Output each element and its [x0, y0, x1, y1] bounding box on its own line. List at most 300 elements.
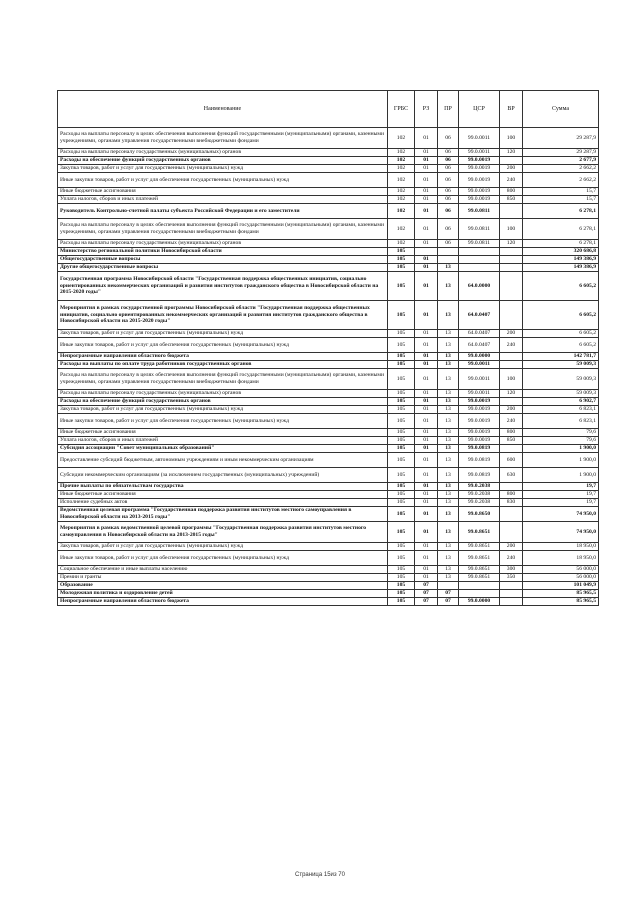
cell-pr: 13 — [438, 468, 459, 483]
table-row — [58, 468, 599, 483]
cell-sum: 59 009,3 — [523, 369, 599, 390]
cell-name: Иные бюджетные ассигнования — [58, 491, 388, 499]
cell-name: Закупка товаров, работ и услуг для государственных (муниципальных) нужд — [58, 406, 388, 414]
cell-pr — [438, 582, 459, 590]
cell-name: Расходы на выплаты по оплате труда работников государственных органов — [58, 361, 388, 369]
cell-grbs: 105 — [388, 566, 415, 574]
cell-grbs: 105 — [388, 406, 415, 414]
cell-rz: 01 — [415, 301, 438, 330]
cell-pr: 13 — [438, 414, 459, 429]
cell-grbs: 105 — [388, 272, 415, 301]
cell-pr: 06 — [438, 157, 459, 165]
cell-csr: 99.0.0811 — [459, 219, 500, 240]
table-row — [58, 507, 599, 522]
budget-table-wrap — [57, 90, 598, 606]
cell-rz: 01 — [415, 173, 438, 188]
cell-name: Закупка товаров, работ и услуг для государственных (муниципальных) нужд — [58, 330, 388, 338]
table-row — [58, 338, 599, 353]
cell-name: Руководитель Контрольно-счетной палаты субъекта Российской Федерации и его заместители — [58, 204, 388, 219]
cell-rz: 01 — [415, 353, 438, 361]
cell-pr: 06 — [438, 240, 459, 248]
cell-vr — [500, 522, 523, 543]
table-row — [58, 598, 599, 606]
cell-name: Министерство региональной политики Новосибирской области — [58, 248, 388, 256]
header-pr: ПР — [438, 91, 459, 128]
table-row — [58, 149, 599, 157]
cell-grbs: 102 — [388, 128, 415, 149]
cell-pr: 13 — [438, 390, 459, 398]
cell-sum: 6 605,2 — [523, 272, 599, 301]
budget-table — [57, 90, 599, 606]
cell-csr: 99.0.0019 — [459, 437, 500, 445]
cell-sum: 2 662,2 — [523, 165, 599, 173]
cell-pr: 13 — [438, 398, 459, 406]
cell-csr: 64.0.0407 — [459, 301, 500, 330]
cell-csr — [459, 582, 500, 590]
cell-vr: 240 — [500, 551, 523, 566]
cell-rz: 01 — [415, 414, 438, 429]
cell-vr: 100 — [500, 369, 523, 390]
cell-sum: 15,7 — [523, 196, 599, 204]
cell-pr: 06 — [438, 128, 459, 149]
cell-pr: 13 — [438, 264, 459, 272]
cell-vr: 120 — [500, 149, 523, 157]
table-row — [58, 582, 599, 590]
cell-name: Расходы на обеспечение функций государственных органов — [58, 157, 388, 165]
cell-rz — [415, 248, 438, 256]
cell-grbs: 102 — [388, 219, 415, 240]
cell-grbs: 105 — [388, 598, 415, 606]
cell-rz: 07 — [415, 582, 438, 590]
cell-rz: 01 — [415, 240, 438, 248]
table-row — [58, 574, 599, 582]
cell-sum: 18 950,0 — [523, 551, 599, 566]
cell-pr: 13 — [438, 272, 459, 301]
cell-sum: 19,7 — [523, 491, 599, 499]
cell-pr: 13 — [438, 543, 459, 551]
cell-csr: 99.0.0811 — [459, 240, 500, 248]
cell-csr: 64.0.0407 — [459, 330, 500, 338]
table-row — [58, 219, 599, 240]
cell-vr: 630 — [500, 468, 523, 483]
cell-vr: 600 — [500, 453, 523, 468]
cell-grbs: 105 — [388, 429, 415, 437]
cell-name: Субсидия ассоциации "Совет муниципальных образований" — [58, 445, 388, 453]
cell-grbs: 105 — [388, 256, 415, 264]
cell-grbs: 105 — [388, 414, 415, 429]
cell-csr: 99.0.8651 — [459, 574, 500, 582]
cell-csr: 99.0.0019 — [459, 173, 500, 188]
cell-csr: 64.0.0000 — [459, 272, 500, 301]
cell-name: Ведомственная целевая программа "Государственная поддержка развития институтов местного самоуправления в Новосибирской области на 2013-2015 годы" — [58, 507, 388, 522]
cell-pr: 13 — [438, 499, 459, 507]
cell-sum: 6 605,2 — [523, 301, 599, 330]
cell-grbs: 105 — [388, 483, 415, 491]
table-row — [58, 483, 599, 491]
cell-name: Другие общегосударственные вопросы — [58, 264, 388, 272]
cell-pr: 13 — [438, 483, 459, 491]
cell-name: Иные закупки товаров, работ и услуг для обеспечения государственных (муниципальных) нужд — [58, 414, 388, 429]
cell-sum: 59 009,3 — [523, 390, 599, 398]
cell-name: Государственная программа Новосибирской области "Государственная поддержка общественных инициатив, социально ориентированных некоммерческих организаций и развития институтов гражданского общества в Новосибирской области на 2015-2020 годы" — [58, 272, 388, 301]
cell-pr: 13 — [438, 361, 459, 369]
cell-pr: 06 — [438, 196, 459, 204]
cell-name: Непрограммные направления областного бюджета — [58, 598, 388, 606]
table-row — [58, 437, 599, 445]
cell-rz: 01 — [415, 149, 438, 157]
cell-vr — [500, 301, 523, 330]
cell-rz: 01 — [415, 256, 438, 264]
cell-vr: 800 — [500, 491, 523, 499]
cell-name: Закупка товаров, работ и услуг для государственных (муниципальных) нужд — [58, 165, 388, 173]
cell-rz: 01 — [415, 566, 438, 574]
cell-name: Уплата налогов, сборов и иных платежей — [58, 437, 388, 445]
cell-csr: 99.0.0811 — [459, 204, 500, 219]
cell-grbs: 105 — [388, 248, 415, 256]
cell-grbs: 105 — [388, 264, 415, 272]
cell-grbs: 102 — [388, 188, 415, 196]
cell-pr: 13 — [438, 566, 459, 574]
cell-pr: 13 — [438, 491, 459, 499]
cell-grbs: 105 — [388, 491, 415, 499]
cell-csr: 99.0.0019 — [459, 165, 500, 173]
cell-sum: 74 950,0 — [523, 507, 599, 522]
cell-pr: 13 — [438, 453, 459, 468]
cell-csr: 99.0.2038 — [459, 483, 500, 491]
cell-csr: 99.0.0019 — [459, 398, 500, 406]
cell-grbs: 105 — [388, 590, 415, 598]
cell-pr: 13 — [438, 522, 459, 543]
cell-sum: 29 287,9 — [523, 128, 599, 149]
table-row — [58, 157, 599, 165]
cell-rz: 01 — [415, 507, 438, 522]
cell-sum: 85 965,5 — [523, 598, 599, 606]
cell-name: Мероприятия в рамках ведомственной целевой программы "Государственная поддержка развития институтов местного самоуправления в Новосибирской области на 2013-2015 годы" — [58, 522, 388, 543]
cell-grbs: 105 — [388, 507, 415, 522]
cell-sum: 2 662,2 — [523, 173, 599, 188]
cell-sum: 142 781,7 — [523, 353, 599, 361]
table-row — [58, 398, 599, 406]
cell-pr — [438, 248, 459, 256]
cell-sum: 15,7 — [523, 188, 599, 196]
table-row — [58, 590, 599, 598]
cell-rz: 01 — [415, 196, 438, 204]
cell-csr: 99.0.8651 — [459, 551, 500, 566]
cell-name: Молодежная политика и оздоровление детей — [58, 590, 388, 598]
cell-sum: 1 900,0 — [523, 453, 599, 468]
table-row — [58, 491, 599, 499]
cell-csr: 99.0.0019 — [459, 188, 500, 196]
cell-csr: 99.0.0819 — [459, 453, 500, 468]
cell-grbs: 105 — [388, 390, 415, 398]
table-row — [58, 188, 599, 196]
cell-pr: 06 — [438, 165, 459, 173]
cell-sum: 18 950,0 — [523, 543, 599, 551]
cell-csr: 99.0.8650 — [459, 507, 500, 522]
cell-rz: 01 — [415, 361, 438, 369]
cell-grbs: 105 — [388, 445, 415, 453]
table-row — [58, 301, 599, 330]
cell-csr: 99.0.0019 — [459, 429, 500, 437]
table-row — [58, 361, 599, 369]
cell-csr — [459, 256, 500, 264]
cell-grbs: 102 — [388, 173, 415, 188]
cell-vr — [500, 248, 523, 256]
cell-pr: 06 — [438, 188, 459, 196]
cell-sum: 6 823,1 — [523, 406, 599, 414]
cell-vr — [500, 272, 523, 301]
cell-name: Расходы на выплаты персоналу государственных (муниципальных) органов — [58, 390, 388, 398]
cell-sum: 56 000,0 — [523, 574, 599, 582]
header-sum: Сумма — [523, 91, 599, 128]
cell-vr: 850 — [500, 437, 523, 445]
cell-vr: 240 — [500, 173, 523, 188]
header-grbs: ГРБС — [388, 91, 415, 128]
cell-sum: 29 287,9 — [523, 149, 599, 157]
cell-sum: 6 278,1 — [523, 219, 599, 240]
cell-name: Расходы на выплаты персоналу государственных (муниципальных) органов — [58, 240, 388, 248]
table-row — [58, 522, 599, 543]
cell-grbs: 105 — [388, 499, 415, 507]
cell-csr — [459, 248, 500, 256]
cell-name: Закупка товаров, работ и услуг для государственных (муниципальных) нужд — [58, 543, 388, 551]
cell-csr: 99.0.0011 — [459, 128, 500, 149]
cell-vr — [500, 204, 523, 219]
cell-name: Социальное обеспечение и иные выплаты населению — [58, 566, 388, 574]
header-name: Наименование — [58, 91, 388, 128]
cell-sum: 6 902,7 — [523, 398, 599, 406]
cell-rz: 07 — [415, 598, 438, 606]
cell-csr: 99.0.0019 — [459, 406, 500, 414]
table-row — [58, 566, 599, 574]
cell-rz: 01 — [415, 483, 438, 491]
cell-rz: 07 — [415, 590, 438, 598]
cell-vr: 100 — [500, 219, 523, 240]
cell-name: Иные бюджетные ассигнования — [58, 429, 388, 437]
table-row — [58, 499, 599, 507]
cell-vr: 800 — [500, 188, 523, 196]
cell-name: Уплата налогов, сборов и иных платежей — [58, 196, 388, 204]
cell-sum: 59 009,3 — [523, 361, 599, 369]
cell-grbs: 105 — [388, 453, 415, 468]
cell-pr: 13 — [438, 330, 459, 338]
cell-vr: 200 — [500, 543, 523, 551]
cell-sum: 101 049,9 — [523, 582, 599, 590]
cell-csr: 99.0.8651 — [459, 566, 500, 574]
cell-sum: 79,6 — [523, 437, 599, 445]
cell-grbs: 105 — [388, 353, 415, 361]
cell-grbs: 102 — [388, 165, 415, 173]
cell-pr: 06 — [438, 204, 459, 219]
cell-vr — [500, 582, 523, 590]
cell-pr: 13 — [438, 369, 459, 390]
cell-csr: 99.0.2038 — [459, 491, 500, 499]
cell-grbs: 105 — [388, 338, 415, 353]
cell-vr: 200 — [500, 330, 523, 338]
cell-sum: 6 823,1 — [523, 414, 599, 429]
cell-grbs: 105 — [388, 361, 415, 369]
table-row — [58, 445, 599, 453]
cell-pr: 06 — [438, 173, 459, 188]
cell-vr: 100 — [500, 128, 523, 149]
cell-grbs: 105 — [388, 398, 415, 406]
cell-pr: 06 — [438, 219, 459, 240]
cell-vr — [500, 361, 523, 369]
cell-pr: 13 — [438, 406, 459, 414]
cell-csr: 99.0.0000 — [459, 353, 500, 361]
table-row — [58, 128, 599, 149]
cell-vr — [500, 590, 523, 598]
cell-vr — [500, 507, 523, 522]
table-header-row — [58, 91, 599, 128]
cell-name: Субсидии некоммерческим организациям (за исключением государственных (муниципальных) учреждений) — [58, 468, 388, 483]
cell-sum: 149 386,9 — [523, 256, 599, 264]
cell-sum: 19,7 — [523, 483, 599, 491]
cell-vr — [500, 157, 523, 165]
table-row — [58, 204, 599, 219]
cell-sum: 6 605,2 — [523, 338, 599, 353]
cell-rz: 01 — [415, 188, 438, 196]
cell-csr: 99.0.0011 — [459, 369, 500, 390]
cell-name: Расходы на выплаты персоналу в целях обеспечения выполнения функций государственными (муниципальными) органами, казенными учреждениями, органами управления государственными внебюджетными фондами — [58, 219, 388, 240]
cell-rz: 01 — [415, 551, 438, 566]
cell-vr: 120 — [500, 240, 523, 248]
cell-pr: 13 — [438, 507, 459, 522]
cell-vr: 350 — [500, 574, 523, 582]
cell-sum: 19,7 — [523, 499, 599, 507]
cell-sum: 74 950,0 — [523, 522, 599, 543]
cell-csr — [459, 264, 500, 272]
table-row — [58, 353, 599, 361]
cell-vr: 200 — [500, 406, 523, 414]
cell-name: Расходы на выплаты персоналу в целях обеспечения выполнения функций государственными (муниципальными) органами, казенными учреждениями, органами управления государственными внебюджетными фондами — [58, 369, 388, 390]
cell-vr — [500, 598, 523, 606]
cell-vr — [500, 398, 523, 406]
cell-vr: 240 — [500, 338, 523, 353]
cell-grbs: 105 — [388, 574, 415, 582]
cell-grbs: 102 — [388, 149, 415, 157]
table-row — [58, 406, 599, 414]
cell-rz: 01 — [415, 574, 438, 582]
cell-csr: 99.0.0011 — [459, 390, 500, 398]
cell-name: Иные закупки товаров, работ и услуг для обеспечения государственных (муниципальных) нужд — [58, 338, 388, 353]
cell-vr — [500, 264, 523, 272]
table-row — [58, 264, 599, 272]
cell-pr: 06 — [438, 149, 459, 157]
cell-pr: 13 — [438, 429, 459, 437]
cell-vr: 830 — [500, 499, 523, 507]
cell-grbs: 105 — [388, 369, 415, 390]
cell-grbs: 102 — [388, 196, 415, 204]
cell-vr — [500, 256, 523, 264]
cell-csr: 99.0.0019 — [459, 196, 500, 204]
table-row — [58, 414, 599, 429]
cell-rz: 01 — [415, 204, 438, 219]
cell-name: Иные закупки товаров, работ и услуг для обеспечения государственных (муниципальных) нужд — [58, 173, 388, 188]
cell-pr: 13 — [438, 353, 459, 361]
cell-name: Расходы на выплаты персоналу государственных (муниципальных) органов — [58, 149, 388, 157]
table-row — [58, 543, 599, 551]
cell-name: Образование — [58, 582, 388, 590]
table-row — [58, 551, 599, 566]
cell-pr: 13 — [438, 574, 459, 582]
cell-pr: 13 — [438, 551, 459, 566]
cell-rz: 01 — [415, 128, 438, 149]
table-row — [58, 173, 599, 188]
cell-vr — [500, 445, 523, 453]
cell-vr — [500, 353, 523, 361]
cell-grbs: 105 — [388, 582, 415, 590]
cell-csr: 99.0.8651 — [459, 543, 500, 551]
cell-rz: 01 — [415, 468, 438, 483]
cell-grbs: 102 — [388, 157, 415, 165]
cell-sum: 6 278,1 — [523, 240, 599, 248]
table-body — [58, 128, 599, 606]
cell-csr: 99.0.0019 — [459, 157, 500, 165]
cell-vr — [500, 483, 523, 491]
cell-name: Расходы на выплаты персоналу в целях обеспечения выполнения функций государственными (муниципальными) органами, казенными учреждениями, органами управления государственными внебюджетными фондами — [58, 128, 388, 149]
cell-csr: 99.0.2038 — [459, 499, 500, 507]
cell-grbs: 105 — [388, 543, 415, 551]
cell-rz: 01 — [415, 491, 438, 499]
table-row — [58, 330, 599, 338]
table-row — [58, 165, 599, 173]
cell-csr: 99.0.0819 — [459, 468, 500, 483]
cell-pr — [438, 256, 459, 264]
cell-name: Предоставление субсидий бюджетным, автономным учреждениям и иным некоммерческим организациям — [58, 453, 388, 468]
cell-grbs: 102 — [388, 240, 415, 248]
table-row — [58, 256, 599, 264]
table-row — [58, 429, 599, 437]
cell-sum: 56 000,0 — [523, 566, 599, 574]
cell-sum: 2 677,9 — [523, 157, 599, 165]
cell-rz: 01 — [415, 453, 438, 468]
cell-csr: 99.0.0011 — [459, 149, 500, 157]
cell-name: Мероприятия в рамках государственной программы Новосибирской области "Государственная поддержка общественных инициатив, социально ориентированных некоммерческих организаций и развития институтов гражданского общества в Новосибирской области на 2015-2020 годы" — [58, 301, 388, 330]
cell-grbs: 102 — [388, 204, 415, 219]
cell-sum: 1 900,0 — [523, 468, 599, 483]
cell-name: Прочие выплаты по обязательствам государства — [58, 483, 388, 491]
cell-vr: 200 — [500, 165, 523, 173]
cell-vr: 800 — [500, 429, 523, 437]
table-row — [58, 196, 599, 204]
cell-sum: 149 386,9 — [523, 264, 599, 272]
cell-name: Непрограммные направления областного бюджета — [58, 353, 388, 361]
cell-pr: 13 — [438, 445, 459, 453]
table-row — [58, 240, 599, 248]
cell-csr: 99.0.0819 — [459, 445, 500, 453]
cell-grbs: 105 — [388, 522, 415, 543]
cell-vr: 850 — [500, 196, 523, 204]
cell-pr: 13 — [438, 437, 459, 445]
cell-sum: 85 965,5 — [523, 590, 599, 598]
cell-rz: 01 — [415, 398, 438, 406]
cell-rz: 01 — [415, 522, 438, 543]
cell-csr — [459, 590, 500, 598]
cell-csr: 99.0.8651 — [459, 522, 500, 543]
cell-csr: 99.0.0019 — [459, 414, 500, 429]
cell-name: Исполнение судебных актов — [58, 499, 388, 507]
cell-rz: 01 — [415, 157, 438, 165]
cell-rz: 01 — [415, 165, 438, 173]
cell-csr: 99.0.0011 — [459, 361, 500, 369]
table-row — [58, 453, 599, 468]
cell-rz: 01 — [415, 499, 438, 507]
cell-vr: 240 — [500, 414, 523, 429]
cell-name: Общегосударственные вопросы — [58, 256, 388, 264]
cell-csr: 64.0.0407 — [459, 338, 500, 353]
cell-rz: 01 — [415, 429, 438, 437]
